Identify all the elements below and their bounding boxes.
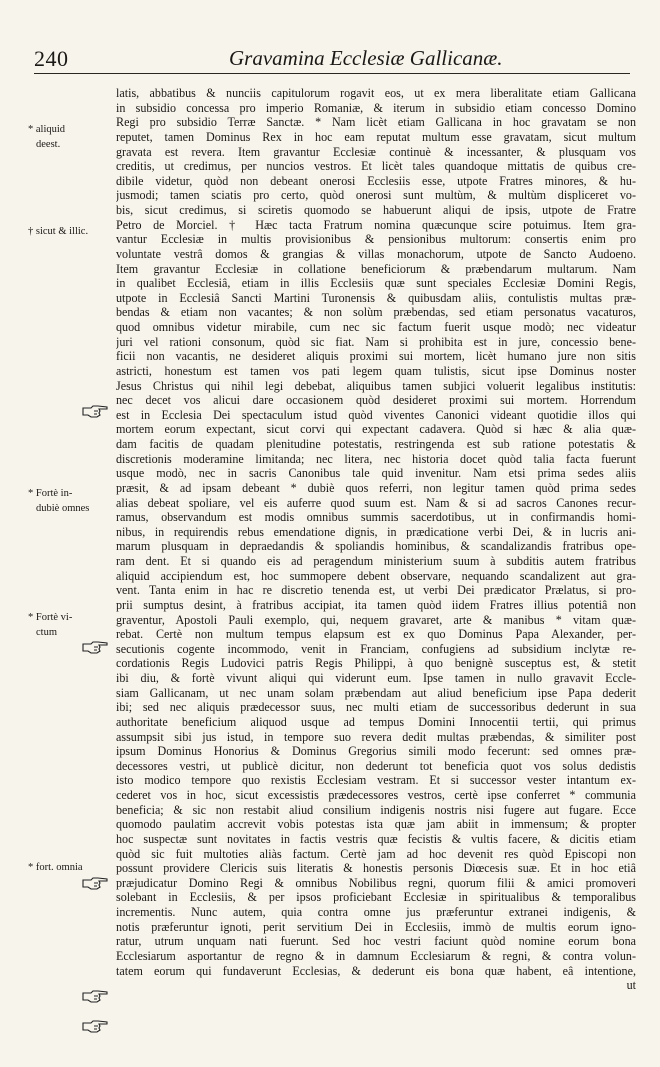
text-line: vantur Ecclesiæ in multis provisionibus & pensionibus multorum: consertis enim pro xyxy=(116,232,636,247)
text-line: voluntate vestrâ domos & grangias & villas monachorum, utpote de Sancto Audoeno. xyxy=(116,246,636,261)
text-line: in qualibet Ecclesiâ, etiam in illis Ecclesiis quæ sunt speciales Ecclesiæ Domini Regis, xyxy=(116,276,636,291)
text-line: authoritate beneficium aliquod usque ad tempus Domini Innocentii tertii, qui primus xyxy=(116,714,636,729)
text-line: Ecclesiarum asportantur de regno & in damnum Ecclesiarum & regni, & contra volun- xyxy=(116,948,636,963)
text-line: Regi pro subsidio Terræ Sanctæ. * Nam licèt etiam Gallicana in hoc gravatam se non xyxy=(116,115,636,130)
text-line: creditis, ut credimus, per nuncios vestros. Et licèt tales quandoque mittatis de quibus cre- xyxy=(116,159,636,174)
page-header xyxy=(34,44,630,74)
margin-note xyxy=(28,612,72,641)
text-line: Petro de Morciel. † Hæc tacta Fratrum nomina quæcunque scire potuimus. Item gra- xyxy=(116,217,636,232)
body-text xyxy=(116,86,636,993)
text-line: solebant in Ecclesiis, & per ipsos proficiebant Ecclesiæ in spiritualibus & temporalibus xyxy=(116,890,636,905)
text-line: cederet vos in hoc, sicut excessistis prædecessores vestros, certè ipse conferret * communia xyxy=(116,788,636,802)
text-line: præjudicatur Domino Regi & omnibus Nobilibus regni, quorum filii & amici promoveri xyxy=(116,875,636,890)
text-line: jusmodi; tamen sciatis pro certo, quòd onerosi sunt multùm, & multùm displiceret vo- xyxy=(116,188,636,203)
text-line: incrementis. Nunc autem, quia contra omne jus præferuntur extranei indigenis, & xyxy=(116,905,636,919)
text-line: tatem eorum qui fundaverunt Ecclesias, & dederunt eis bona quæ habent, eâ intentione, xyxy=(116,963,636,978)
text-line: bendas & etiam non vacantes; & non solùm præbendas, sed etiam personatus vacaturos, xyxy=(116,305,636,320)
text-line: reputet, tamen Dominus Rex in hoc eam reputat multum esse gravatam, sicut multum xyxy=(116,129,636,144)
margin-note-line: dubiè omnes xyxy=(36,502,90,514)
text-line: notis præferuntur ignoti, perit servitium Dei in Ecclesiis, immò de multis eorum igno- xyxy=(116,919,636,934)
text-line: nec decet vos alicui dare occasionem quòd desideret proximi sui mortem. Horrendum xyxy=(116,393,636,408)
text-line: aliquid accipiendum est, hoc summopere debent observare, nequando scandalizent aut gra- xyxy=(116,568,636,583)
text-line: ram dent. Et si quando eis ad peragendum ministerium suum à subditis autem fratribus xyxy=(116,554,636,568)
text-line: in subsidio concessa pro imperio Romaniæ, & iterum in subsidio etiam concesso Domino xyxy=(116,100,636,115)
margin-note-line: * Fortè in- xyxy=(28,488,73,499)
text-line: rebat. Certè non multum tempus elapsum est ex quo Dominus Papa Alexander, per- xyxy=(116,627,636,642)
text-line: est in Ecclesia Dei spectaculum istud quòd viventes Canonici videant quotidie illos qui xyxy=(116,407,636,422)
text-line: Item gravantur Ecclesiæ in collatione beneficiorum & præbendarum multarum. Nam xyxy=(116,261,636,276)
margin-note-line: * aliquid xyxy=(28,124,66,135)
text-line: discretionis moderamine limitanda; nec litera, nec historia docet quòd talia facta fuerunt xyxy=(116,451,636,466)
margin-note xyxy=(28,124,65,153)
text-line: assumpsit sibi jus istud, in tempore suo revera dedit multas præbendas, & similiter post xyxy=(116,729,636,744)
margin-note xyxy=(28,488,89,517)
text-line: graventur, Apostoli Pauli exemplo, qui, nequem gravaret, arte & manibus * vitam quæ- xyxy=(116,612,636,627)
text-line: alias debeat spoliare, vel eis auferre quod suum est. Nam & si ad sacros Canones recur- xyxy=(116,495,636,510)
pointing-hand-icon xyxy=(82,404,110,420)
text-line: secutionis cogente incommodo, venit in Franciam, confugiens ad subsidium inclytæ re- xyxy=(116,641,636,656)
text-line: nibus, in requirendis rebus emendatione dignis, in prædicatione verbi Dei, & in lucris ani- xyxy=(116,524,636,539)
text-line: ramus, observandum est modis omnibus summis sacerdotibus, ut in confirmandis homi- xyxy=(116,510,636,525)
text-line: bis, sicut credimus, si sciretis quomodo se habuerunt aliqui de ipsis, utpote de Fratre xyxy=(116,203,636,217)
pointing-hand-icon xyxy=(82,989,110,1005)
text-line: prii sumptus desint, à fratribus accipiat, ita tamen quòd iidem Fratres illius potentiâ non xyxy=(116,597,636,612)
margin-note-line: * fort. omnia xyxy=(28,862,83,873)
text-line: marum plusquam in depraedandis & spoliandis hominibus, & scandalizandis fratribus ope- xyxy=(116,539,636,554)
text-line: beneficia; & sic non restabit aliud consilium indigenis nostris nisi fugere aut fugare. Ecce xyxy=(116,802,636,817)
text-line: astricti, honestum est tamen vos pati legem quam tulistis, sicut ipse Dominus noster xyxy=(116,363,636,378)
pointing-hand-icon xyxy=(82,876,110,892)
text-line: gravata est revera. Item gravantur Ecclesiæ continuè & incessanter, & plusquam vos xyxy=(116,144,636,159)
margin-note-line: † sicut & illic. xyxy=(28,226,89,237)
text-line: Jesus Christus qui nihil legi debebat, aliquibus tamen subjici voluerit legalibus institutis: xyxy=(116,378,636,393)
text-line: ibi diu, & fortè vivunt aliqui qui viderunt eum. Ipse tamen in nullo gravavit Eccle- xyxy=(116,671,636,685)
text-line: cordationis Regis Ludovici patris Regis Philippi, à quo benignè susceptus est, & stetit xyxy=(116,656,636,671)
margin-note xyxy=(28,862,83,877)
text-line: siam Gallicanam, ut nec unam solam præbendam aut aliud beneficium ipse Papa dederit xyxy=(116,685,636,700)
text-line: utpote in Ecclesiâ Sancti Martini Turonensis & quibusdam aliis, contulistis multas præ- xyxy=(116,290,636,305)
text-line: hoc suspectæ sunt novitates in factis vestris quæ fecistis & vultis facere, & dicitis etiam xyxy=(116,831,636,846)
header-rule xyxy=(34,73,630,74)
text-line: quomodo paulatim accrevit vobis potestas ista quæ jam abiit in immensum; & propter xyxy=(116,817,636,832)
text-line: ut xyxy=(626,978,636,993)
text-line: ibi; sed nec aliquis prædecessor suus, nec multi etiam de successoribus dederunt in sua xyxy=(116,700,636,715)
pointing-hand-icon xyxy=(82,1019,110,1035)
text-line: dam facitis de quadam plenitudine potestatis, restringenda est sub ratione potestatis & xyxy=(116,437,636,451)
text-line: isto modico tempore quo rexistis Ecclesiam vestram. Et si successor vester intantum ex- xyxy=(116,773,636,788)
pointing-hand-icon xyxy=(82,640,110,656)
margin-note-line: ctum xyxy=(36,626,57,638)
text-line: ipsum Dominus Honorius & Dominus Gregorius simili modo fecerunt: sed omnes præ- xyxy=(116,744,636,759)
margin-note-line: deest. xyxy=(36,138,61,150)
text-line: mortem eorum expectant, sicut corvi qui expectant cadavera. Quòd si hæc & alia quæ- xyxy=(116,422,636,437)
text-line: decessores vestri, ut publicè dicitur, non dederunt tot beneficia quot vos solus dedistis xyxy=(116,758,636,773)
text-line: possunt providere Clericis suis literatis & honestis personis Diœcesis suæ. Et in hoc etiâ xyxy=(116,861,636,876)
margin-note-line: * Fortè vi- xyxy=(28,612,73,623)
text-line: latis, abbatibus & nunciis capitulorum rogavit eos, ut ex mera liberalitate etiam Gallicana xyxy=(116,86,636,100)
text-line: usque modò, nec in sacris Canonibus tale quid invenitur. Nam etsi prima sedes aliis xyxy=(116,466,636,481)
margin-column xyxy=(22,84,112,1044)
text-line: dibile videtur, quòd non debeant onerosi Ecclesiis esse, utpote Fratres minores, & hu- xyxy=(116,173,636,188)
text-line: quòd sic fuit multoties aliàs factum. Certè jam ad hoc devenit res quòd Episcopi non xyxy=(116,846,636,861)
margin-note xyxy=(28,226,88,241)
text-line: ficii non vacantis, ne desideret aliquis proximi sui mortem, licèt humano jure non sitis xyxy=(116,349,636,364)
text-line: ratur, utrum unquam nati fuerunt. Sed hoc vestri faciunt quòd nomine eorum bona xyxy=(116,934,636,949)
text-line: vent. Tanta enim in hac re discretio tenenda est, ut verbi Dei prædicator Prælatus, si pro- xyxy=(116,583,636,598)
text-line: præsit, & ad ipsam debeant * dubiè quos referri, non legitur tamen quòd prima sedes xyxy=(116,480,636,495)
text-line: quod omnibus videtur mirabile, cum nec sic factum fuerit usque modò; nec videatur xyxy=(116,320,636,334)
page-number: 240 xyxy=(34,46,69,71)
text-line: juri vel rationi consonum, quòd sic fiat. Nam si prohibita est in jure, concessio bene- xyxy=(116,334,636,349)
running-title: Gravamina Ecclesiæ Gallicanæ. xyxy=(229,46,503,70)
